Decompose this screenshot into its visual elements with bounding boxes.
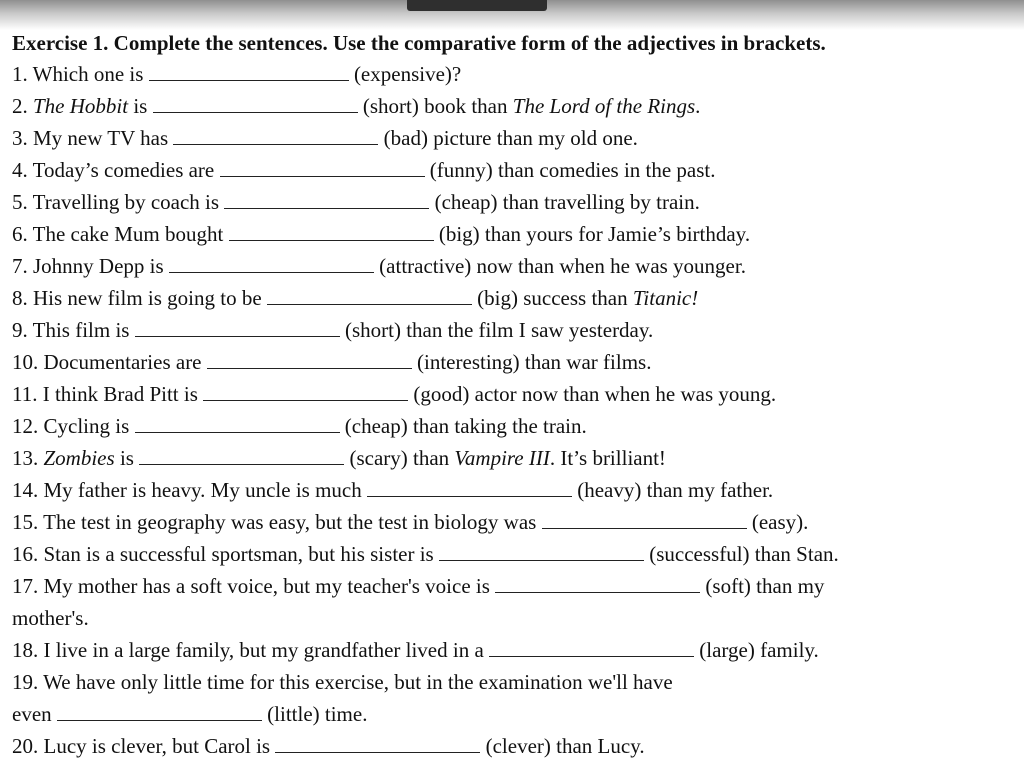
sentence-13: 13. Zombies is (scary) than Vampire III. It’s brilliant! (12, 446, 666, 470)
exercise-heading: Exercise 1. Complete the sentences. Use the comparative form of the adjectives in brackets. (12, 31, 826, 55)
sentence-3: 3. My new TV has (bad) picture than my old one. (12, 126, 638, 150)
sentence-19: 19. We have only little time for this exercise, but in the examination we'll have (12, 670, 673, 694)
answer-blank-19[interactable] (57, 702, 262, 721)
answer-blank-9[interactable] (135, 318, 340, 337)
sentence-1: 1. Which one is (expensive)? (12, 62, 462, 86)
answer-blank-13[interactable] (139, 446, 344, 465)
answer-blank-17[interactable] (495, 574, 700, 593)
answer-blank-3[interactable] (173, 126, 378, 145)
sentence-11: 11. I think Brad Pitt is (good) actor now than when he was young. (12, 382, 777, 406)
sentence-9: 9. This film is (short) than the film I saw yesterday. (12, 318, 654, 342)
answer-blank-14[interactable] (367, 478, 572, 497)
answer-blank-8[interactable] (267, 286, 472, 305)
sentence-18: 18. I live in a large family, but my grandfather lived in a (large) family. (12, 638, 819, 662)
sentence-16: 16. Stan is a successful sportsman, but his sister is (successful) than Stan. (12, 542, 839, 566)
answer-blank-15[interactable] (542, 510, 747, 529)
sentence-7: 7. Johnny Depp is (attractive) now than when he was younger. (12, 254, 746, 278)
sentence-5: 5. Travelling by coach is (cheap) than travelling by train. (12, 190, 700, 214)
answer-blank-1[interactable] (149, 62, 349, 81)
sentence-15: 15. The test in geography was easy, but the test in biology was (easy). (12, 510, 809, 534)
sentence-2: 2. The Hobbit is (short) book than The Lord of the Rings. (12, 94, 701, 118)
answer-blank-11[interactable] (203, 382, 408, 401)
sentence-4: 4. Today’s comedies are (funny) than comedies in the past. (12, 158, 716, 182)
answer-blank-20[interactable] (275, 734, 480, 753)
answer-blank-12[interactable] (135, 414, 340, 433)
sentence-6: 6. The cake Mum bought (big) than yours for Jamie’s birthday. (12, 222, 751, 246)
answer-blank-16[interactable] (439, 542, 644, 561)
sentence-19-continued: even (little) time. (12, 702, 368, 726)
sentence-14: 14. My father is heavy. My uncle is much (heavy) than my father. (12, 478, 774, 502)
sentence-20: 20. Lucy is clever, but Carol is (clever) than Lucy. (12, 734, 645, 758)
answer-blank-7[interactable] (169, 254, 374, 273)
sentence-8: 8. His new film is going to be (big) success than Titanic! (12, 286, 699, 310)
answer-blank-5[interactable] (224, 190, 429, 209)
answer-blank-4[interactable] (220, 158, 425, 177)
sentence-17-continued: mother's. (12, 606, 89, 630)
answer-blank-2[interactable] (153, 94, 358, 113)
sentence-12: 12. Cycling is (cheap) than taking the train. (12, 414, 587, 438)
sentence-17: 17. My mother has a soft voice, but my teacher's voice is (soft) than my (12, 574, 825, 598)
sentence-10: 10. Documentaries are (interesting) than war films. (12, 350, 652, 374)
answer-blank-6[interactable] (229, 222, 434, 241)
answer-blank-18[interactable] (489, 638, 694, 657)
answer-blank-10[interactable] (207, 350, 412, 369)
viewer-tab[interactable] (407, 0, 547, 11)
